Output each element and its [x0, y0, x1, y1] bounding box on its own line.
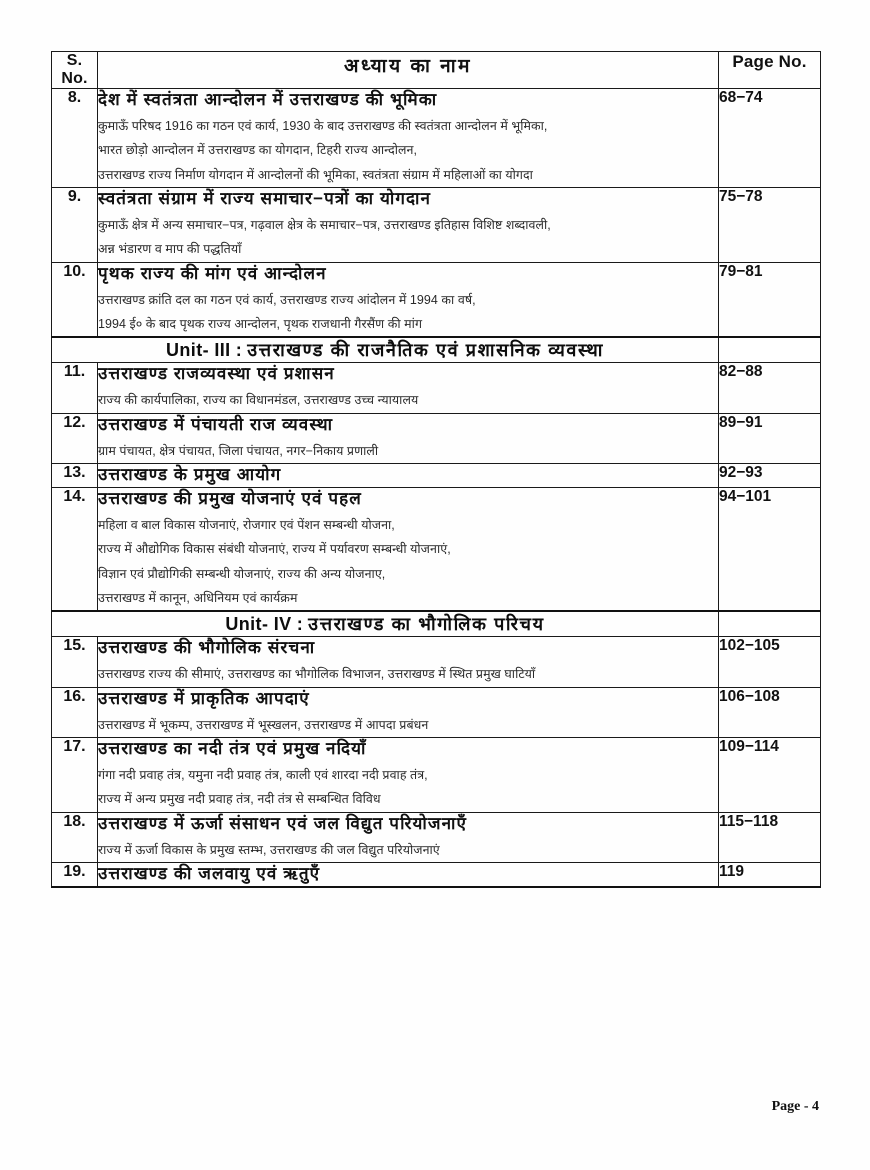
row-chapter-cell — [98, 89, 719, 188]
row-page-number: 92−93 — [719, 464, 821, 488]
chapter-subtopic-line: कुमाऊँ परिषद 1916 का गठन एवं कार्य, 1930 के बाद उत्तराखण्ड की स्वतंत्रता आन्दोलन में भूमिका, — [98, 118, 548, 133]
chapter-subtopics — [98, 763, 718, 812]
unit-banner — [52, 611, 719, 637]
row-serial-number: 16. — [52, 687, 98, 737]
chapter-subtopic-line: राज्य में ऊर्जा विकास के प्रमुख स्तम्भ, उत्तराखण्ड की जल विद्युत परियोजनाएं — [98, 842, 440, 857]
table-row — [52, 812, 821, 862]
chapter-subtopic-line: उत्तराखण्ड राज्य निर्माण योगदान में आन्दोलनों की भूमिका, स्वतंत्रता संग्राम में महिलाओं का योगदा — [98, 167, 533, 182]
table-row — [52, 363, 821, 413]
chapter-subtopics — [98, 388, 718, 412]
chapter-title: देश में स्वतंत्रता आन्दोलन में उत्तराखण्ड की भूमिका — [98, 90, 438, 109]
chapter-title: उत्तराखण्ड की जलवायु एवं ऋतुएँ — [98, 864, 321, 884]
chapter-subtopics — [98, 213, 718, 262]
row-chapter-cell — [98, 413, 719, 463]
chapter-title: उत्तराखण्ड राजव्यवस्था एवं प्रशासन — [98, 364, 335, 384]
row-serial-number: 18. — [52, 812, 98, 862]
chapter-subtopic-line: 1994 ई० के बाद पृथक राज्य आन्दोलन, पृथक राजधानी गैरसैंण की मांग — [98, 317, 423, 332]
chapter-subtopic-line: गंगा नदी प्रवाह तंत्र, यमुना नदी प्रवाह तंत्र, काली एवं शारदा नदी प्रवाह तंत्र, — [98, 768, 428, 782]
chapter-subtopics — [98, 439, 718, 463]
row-serial-number: 15. — [52, 637, 98, 687]
chapter-subtopics — [98, 838, 718, 862]
chapter-title: उत्तराखण्ड के प्रमुख आयोग — [98, 465, 282, 485]
row-chapter-cell — [98, 738, 719, 813]
chapter-subtopic-line: उत्तराखण्ड क्रांति दल का गठन एवं कार्य, उत्तराखण्ड राज्य आंदोलन में 1994 का वर्ष, — [98, 292, 476, 307]
table-row — [52, 262, 821, 337]
row-page-number: 82−88 — [719, 363, 821, 413]
row-page-number: 68−74 — [719, 89, 821, 188]
row-chapter-cell — [98, 188, 719, 263]
row-chapter-cell — [98, 464, 719, 488]
chapter-subtopic-line: भारत छोड़ो आन्दोलन में उत्तराखण्ड का योगदान, टिहरी राज्य आन्दोलन, — [98, 143, 418, 158]
row-serial-number: 9. — [52, 188, 98, 263]
chapter-title: स्वतंत्रता संग्राम में राज्य समाचार−पत्रों का योगदान — [98, 189, 432, 209]
row-page-number: 109−114 — [719, 738, 821, 813]
row-serial-number: 17. — [52, 738, 98, 813]
row-serial-number: 8. — [52, 89, 98, 188]
unit-page-blank — [719, 337, 821, 363]
row-page-number: 102−105 — [719, 637, 821, 687]
chapter-subtopic-line: ग्राम पंचायत, क्षेत्र पंचायत, जिला पंचायत, नगर−निकाय प्रणाली — [98, 443, 379, 458]
row-page-number: 79−81 — [719, 262, 821, 337]
chapter-subtopic-line: राज्य की कार्यपालिका, राज्य का विधानमंडल, उत्तराखण्ड उच्च न्यायालय — [98, 393, 419, 408]
unit-page-blank — [719, 611, 821, 637]
column-header-chapter: अध्याय का नाम — [98, 52, 719, 89]
row-chapter-cell — [98, 262, 719, 337]
chapter-title: उत्तराखण्ड में ऊर्जा संसाधन एवं जल विद्युत परियोजनाएँ — [98, 813, 468, 833]
row-page-number: 106−108 — [719, 687, 821, 737]
chapter-subtopic-line: उत्तराखण्ड में भूकम्प, उत्तराखण्ड में भूस्खलन, उत्तराखण्ड में आपदा प्रबंधन — [98, 717, 429, 732]
table-header — [52, 52, 821, 89]
unit-title: उत्तराखण्ड की राजनैतिक एवं प्रशासनिक व्यवस्था — [247, 340, 604, 361]
row-chapter-cell — [98, 637, 719, 687]
column-header-serial: S. No. — [52, 52, 98, 89]
row-page-number: 94−101 — [719, 488, 821, 612]
table-row — [52, 637, 821, 687]
table-of-contents — [51, 51, 821, 888]
chapter-title: उत्तराखण्ड की भौगोलिक संरचना — [98, 638, 316, 658]
row-serial-number: 14. — [52, 488, 98, 612]
row-page-number: 119 — [719, 863, 821, 887]
chapter-subtopic-line: कुमाऊँ क्षेत्र में अन्य समाचार−पत्र, गढ़वाल क्षेत्र के समाचार−पत्र, उत्तराखण्ड इतिहास विशिष्ट शब्दावली, — [98, 218, 551, 232]
chapter-subtopic-line: उत्तराखण्ड राज्य की सीमाएं, उत्तराखण्ड का भौगोलिक विभाजन, उत्तराखण्ड में स्थित प्रमुख घाटियाँ — [98, 667, 536, 682]
chapter-subtopic-line: विज्ञान एवं प्रौद्योगिकी सम्बन्धी योजनाएं, राज्य की अन्य योजनाए, — [98, 566, 386, 581]
chapter-title: उत्तराखण्ड में प्राकृतिक आपदाएं — [98, 688, 310, 708]
row-serial-number: 10. — [52, 262, 98, 337]
table-row — [52, 89, 821, 188]
table-row — [52, 488, 821, 612]
chapter-subtopic-line: राज्य में अन्य प्रमुख नदी प्रवाह तंत्र, नदी तंत्र से सम्बन्धित विविध — [98, 792, 381, 807]
unit-label: Unit- III — [166, 340, 231, 361]
table-row — [52, 738, 821, 813]
unit-banner-row — [52, 611, 821, 637]
table-row — [52, 188, 821, 263]
chapter-subtopics — [98, 114, 718, 187]
row-serial-number: 11. — [52, 363, 98, 413]
row-page-number: 115−118 — [719, 812, 821, 862]
page-footer: Page - 4 — [771, 1099, 819, 1114]
chapter-subtopics — [98, 288, 718, 337]
row-chapter-cell — [98, 687, 719, 737]
table-row — [52, 863, 821, 887]
chapter-title: पृथक राज्य की मांग एवं आन्दोलन — [98, 263, 327, 283]
unit-separator: : — [230, 340, 248, 361]
chapter-subtopics — [98, 513, 718, 611]
row-serial-number: 19. — [52, 863, 98, 887]
unit-title: उत्तराखण्ड का भौगोलिक परिचय — [308, 614, 545, 635]
chapter-subtopics — [98, 713, 718, 737]
row-chapter-cell — [98, 363, 719, 413]
column-header-page: Page No. — [719, 52, 821, 89]
row-page-number: 75−78 — [719, 188, 821, 263]
row-serial-number: 12. — [52, 413, 98, 463]
chapter-subtopics — [98, 662, 718, 686]
table-row — [52, 413, 821, 463]
row-chapter-cell — [98, 488, 719, 612]
unit-separator: : — [291, 614, 309, 635]
unit-banner — [52, 337, 719, 363]
chapter-subtopic-line: राज्य में औद्योगिक विकास संबंधी योजनाएं, राज्य में पर्यावरण सम्बन्धी योजनाएं, — [98, 542, 451, 557]
unit-banner-row — [52, 337, 821, 363]
row-chapter-cell — [98, 863, 719, 887]
chapter-subtopic-line: महिला व बाल विकास योजनाएं, रोजगार एवं पेंशन सम्बन्धी योजना, — [98, 517, 395, 532]
chapter-title: उत्तराखण्ड की प्रमुख योजनाएं एवं पहल — [98, 489, 362, 508]
chapter-title: उत्तराखण्ड में पंचायती राज व्यवस्था — [98, 414, 334, 434]
table-row — [52, 464, 821, 488]
table-body — [52, 89, 821, 888]
chapter-subtopic-line: अन्न भंडारण व माप की पद्धतियाँ — [98, 242, 242, 257]
chapter-title: उत्तराखण्ड का नदी तंत्र एवं प्रमुख नदियाँ — [98, 739, 367, 759]
row-chapter-cell — [98, 812, 719, 862]
table-row — [52, 687, 821, 737]
unit-label: Unit- IV — [225, 614, 292, 635]
row-serial-number: 13. — [52, 464, 98, 488]
chapter-subtopic-line: उत्तराखण्ड में कानून, अधिनियम एवं कार्यक्रम — [98, 591, 298, 606]
row-page-number: 89−91 — [719, 413, 821, 463]
table-header-row — [52, 52, 821, 89]
